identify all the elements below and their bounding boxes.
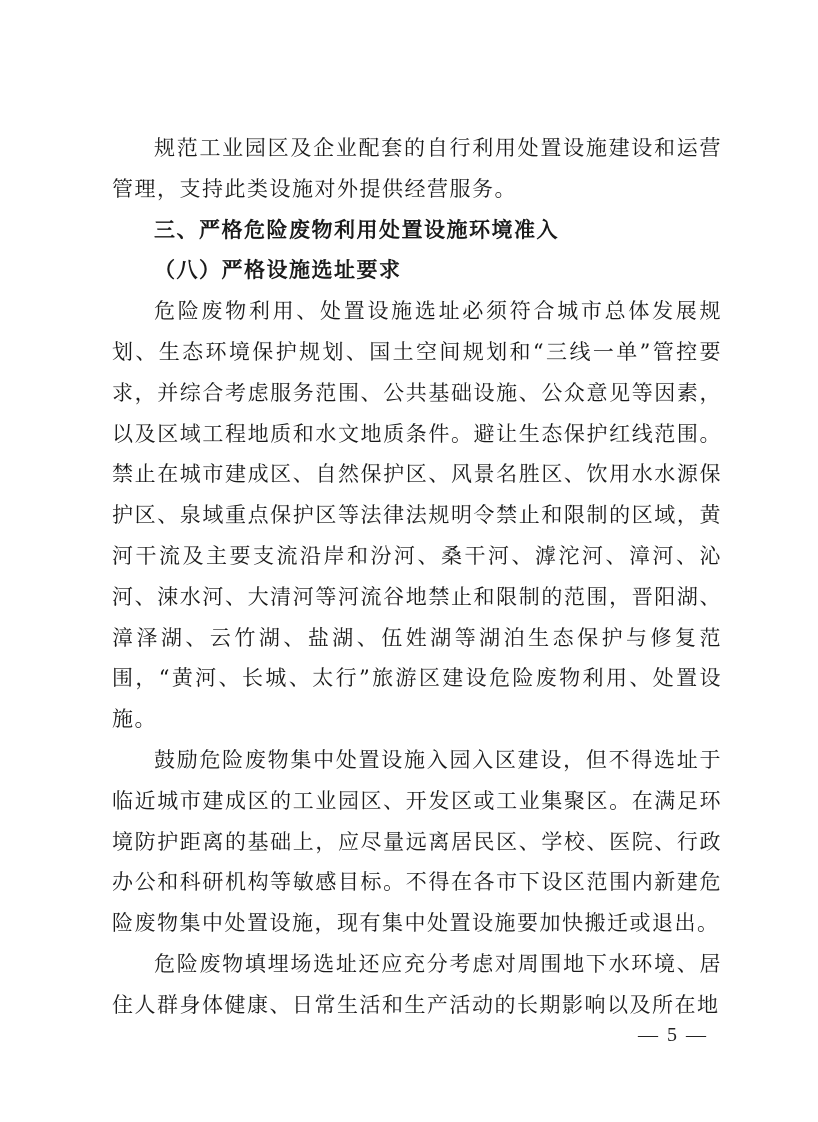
page-number: — 5 —: [638, 1024, 708, 1046]
subsection-heading: （八）严格设施选址要求: [154, 257, 402, 283]
paragraph-site-selection: 危险废物利用、处置设施选址必须符合城市总体发展规划、生态环境保护规划、国土空间规划和“三线一单”管控要求，并综合考虑服务范围、公共基础设施、公众意见等因素，以及区域工程地质和水文地质条件。避让生态保护红线范围。禁止在城市建成区、自然保护区、风景名胜区、饮用水水源保护区、泉域重点保护区等法律法规明令禁止和限制的区域，黄河干流及主要支流沿岸和汾河、桑干河、滹沱河、漳河、沁河、涑水河、大清河等河流谷地禁止和限制的范围，晋阳湖、漳泽湖、云竹湖、盐湖、伍姓湖等湖泊生态保护与修复范围，“黄河、长城、太行”旅游区建设危险废物利用、处置设施。: [112, 299, 722, 732]
document-body: [112, 128, 722, 1026]
continuation-paragraph: 规范工业园区及企业配套的自行利用处置设施建设和运营管理，支持此类设施对外提供经营服务。: [112, 136, 722, 201]
paragraph-centralized-facilities: 鼓励危险废物集中处置设施入园入区建设，但不得选址于临近城市建成区的工业园区、开发区或工业集聚区。在满足环境防护距离的基础上，应尽量远离居民区、学校、医院、行政办公和科研机构等敏感目标。不得在各市下设区范围内新建危险废物集中处置设施，现有集中处置设施要加快搬迁或退出。: [112, 747, 722, 936]
paragraph-landfill: 危险废物填埋场选址还应充分考虑对周围地下水环境、居住人群身体健康、日常生活和生产活动的长期影响以及所在地: [112, 951, 722, 1017]
section-heading: 三、严格危险废物利用处置设施环境准入: [154, 217, 559, 242]
